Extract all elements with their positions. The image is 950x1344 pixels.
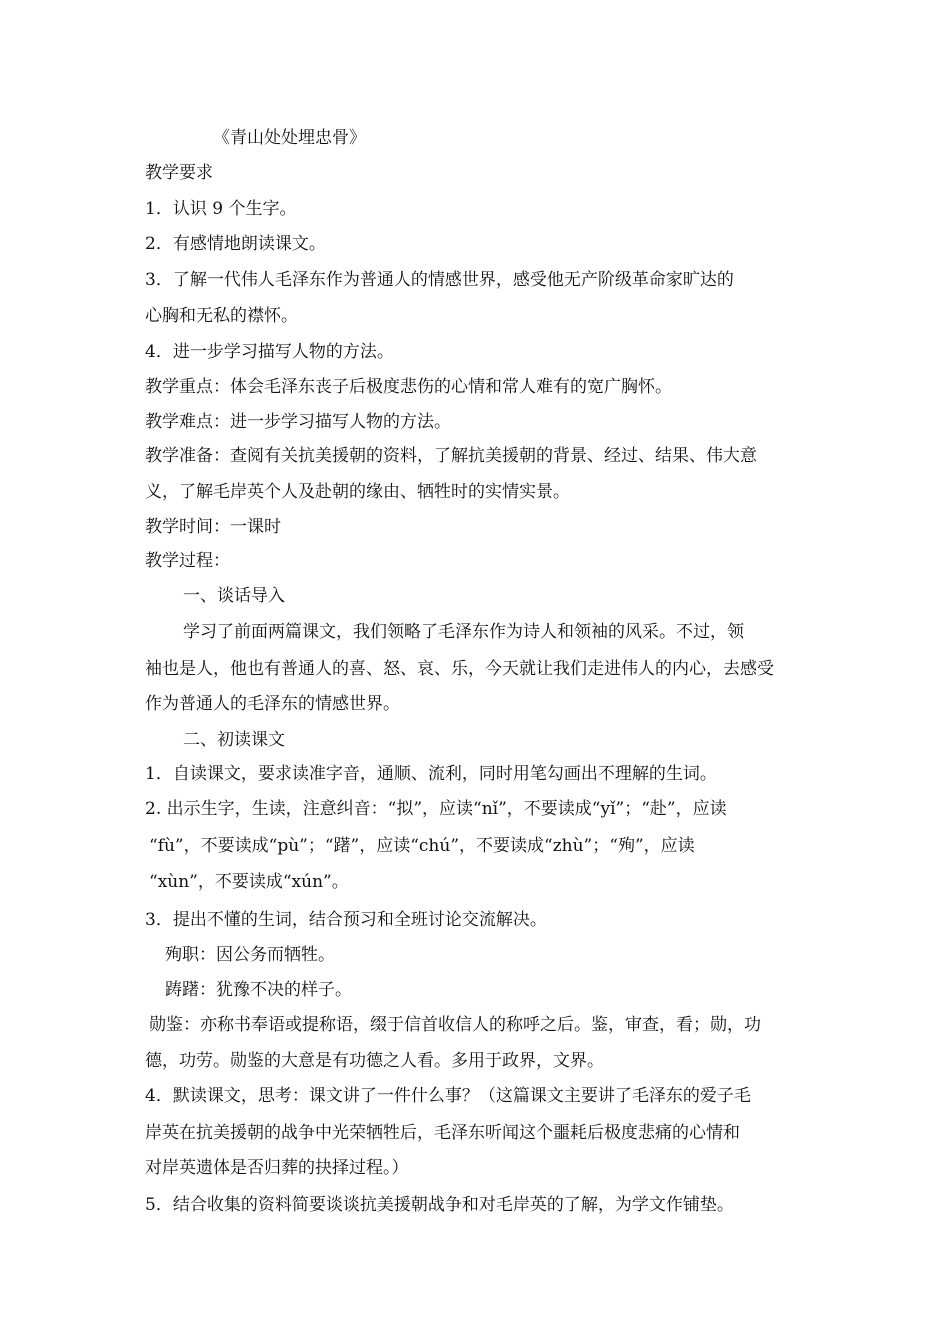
text-line: 义，了解毛岸英个人及赴朝的缘由、牺牲时的实情实景。 <box>145 482 570 502</box>
text-line: 勋鉴：亦称书奉语或提称语，缀于信首收信人的称呼之后。鉴，审查，看；勋，功 <box>149 1015 761 1035</box>
text-line: 教学难点：进一步学习描写人物的方法。 <box>145 412 451 432</box>
text-line: 教学过程： <box>145 551 230 571</box>
text-line: 殉职：因公务而牺牲。 <box>165 945 335 965</box>
text-line: 5．结合收集的资料简要谈谈抗美援朝战争和对毛岸英的了解，为学文作铺垫。 <box>145 1195 734 1215</box>
text-line: 踌躇：犹豫不决的样子。 <box>165 980 352 1000</box>
text-line: 袖也是人，他也有普通人的喜、怒、哀、乐，今天就让我们走进伟人的内心，去感受 <box>145 659 774 679</box>
text-line: 4．进一步学习描写人物的方法。 <box>145 342 394 362</box>
section-heading: 二、初读课文 <box>183 730 285 750</box>
text-line: 4．默读课文，思考：课文讲了一件什么事？（这篇课文主要讲了毛泽东的爱子毛 <box>145 1086 751 1106</box>
text-line: 岸英在抗美援朝的战争中光荣牺牲后，毛泽东听闻这个噩耗后极度悲痛的心情和 <box>145 1123 740 1143</box>
text-line: 2. 出示生字，生读，注意纠音：“拟”，应读“nǐ”，不要读成“yǐ”；“赴”，应读 <box>145 799 727 819</box>
text-line: 德，功劳。勋鉴的大意是有功德之人看。多用于政界，文界。 <box>145 1051 604 1071</box>
text-line: “xùn”，不要读成“xún”。 <box>149 872 349 892</box>
section-heading: 教学要求 <box>145 163 213 183</box>
text-line: 3．提出不懂的生词，结合预习和全班讨论交流解决。 <box>145 910 547 930</box>
text-line: 1．自读课文，要求读准字音，通顺、流利，同时用笔勾画出不理解的生词。 <box>145 764 717 784</box>
text-line: 学习了前面两篇课文，我们领略了毛泽东作为诗人和领袖的风采。不过，领 <box>183 622 744 642</box>
text-line: 教学重点：体会毛泽东丧子后极度悲伤的心情和常人难有的宽广胸怀。 <box>145 377 672 397</box>
text-line: “fù”，不要读成“pù”；“躇”，应读“chú”，不要读成“zhù”；“殉”，应读 <box>149 836 695 856</box>
text-line: 教学准备：查阅有关抗美援朝的资料，了解抗美援朝的背景、经过、结果、伟大意 <box>145 446 757 466</box>
text-line: 3．了解一代伟人毛泽东作为普通人的情感世界，感受他无产阶级革命家旷达的 <box>145 270 734 290</box>
text-line: 教学时间：一课时 <box>145 517 281 537</box>
text-line: 对岸英遗体是否归葬的抉择过程。） <box>145 1158 409 1178</box>
text-line: 1．认识 9 个生字。 <box>145 199 297 219</box>
text-line: 2．有感情地朗读课文。 <box>145 234 326 254</box>
text-line: 心胸和无私的襟怀。 <box>145 306 298 326</box>
document-title: 《青山处处埋忠骨》 <box>213 128 366 148</box>
section-heading: 一、谈话导入 <box>183 586 285 606</box>
text-line: 作为普通人的毛泽东的情感世界。 <box>145 694 400 714</box>
